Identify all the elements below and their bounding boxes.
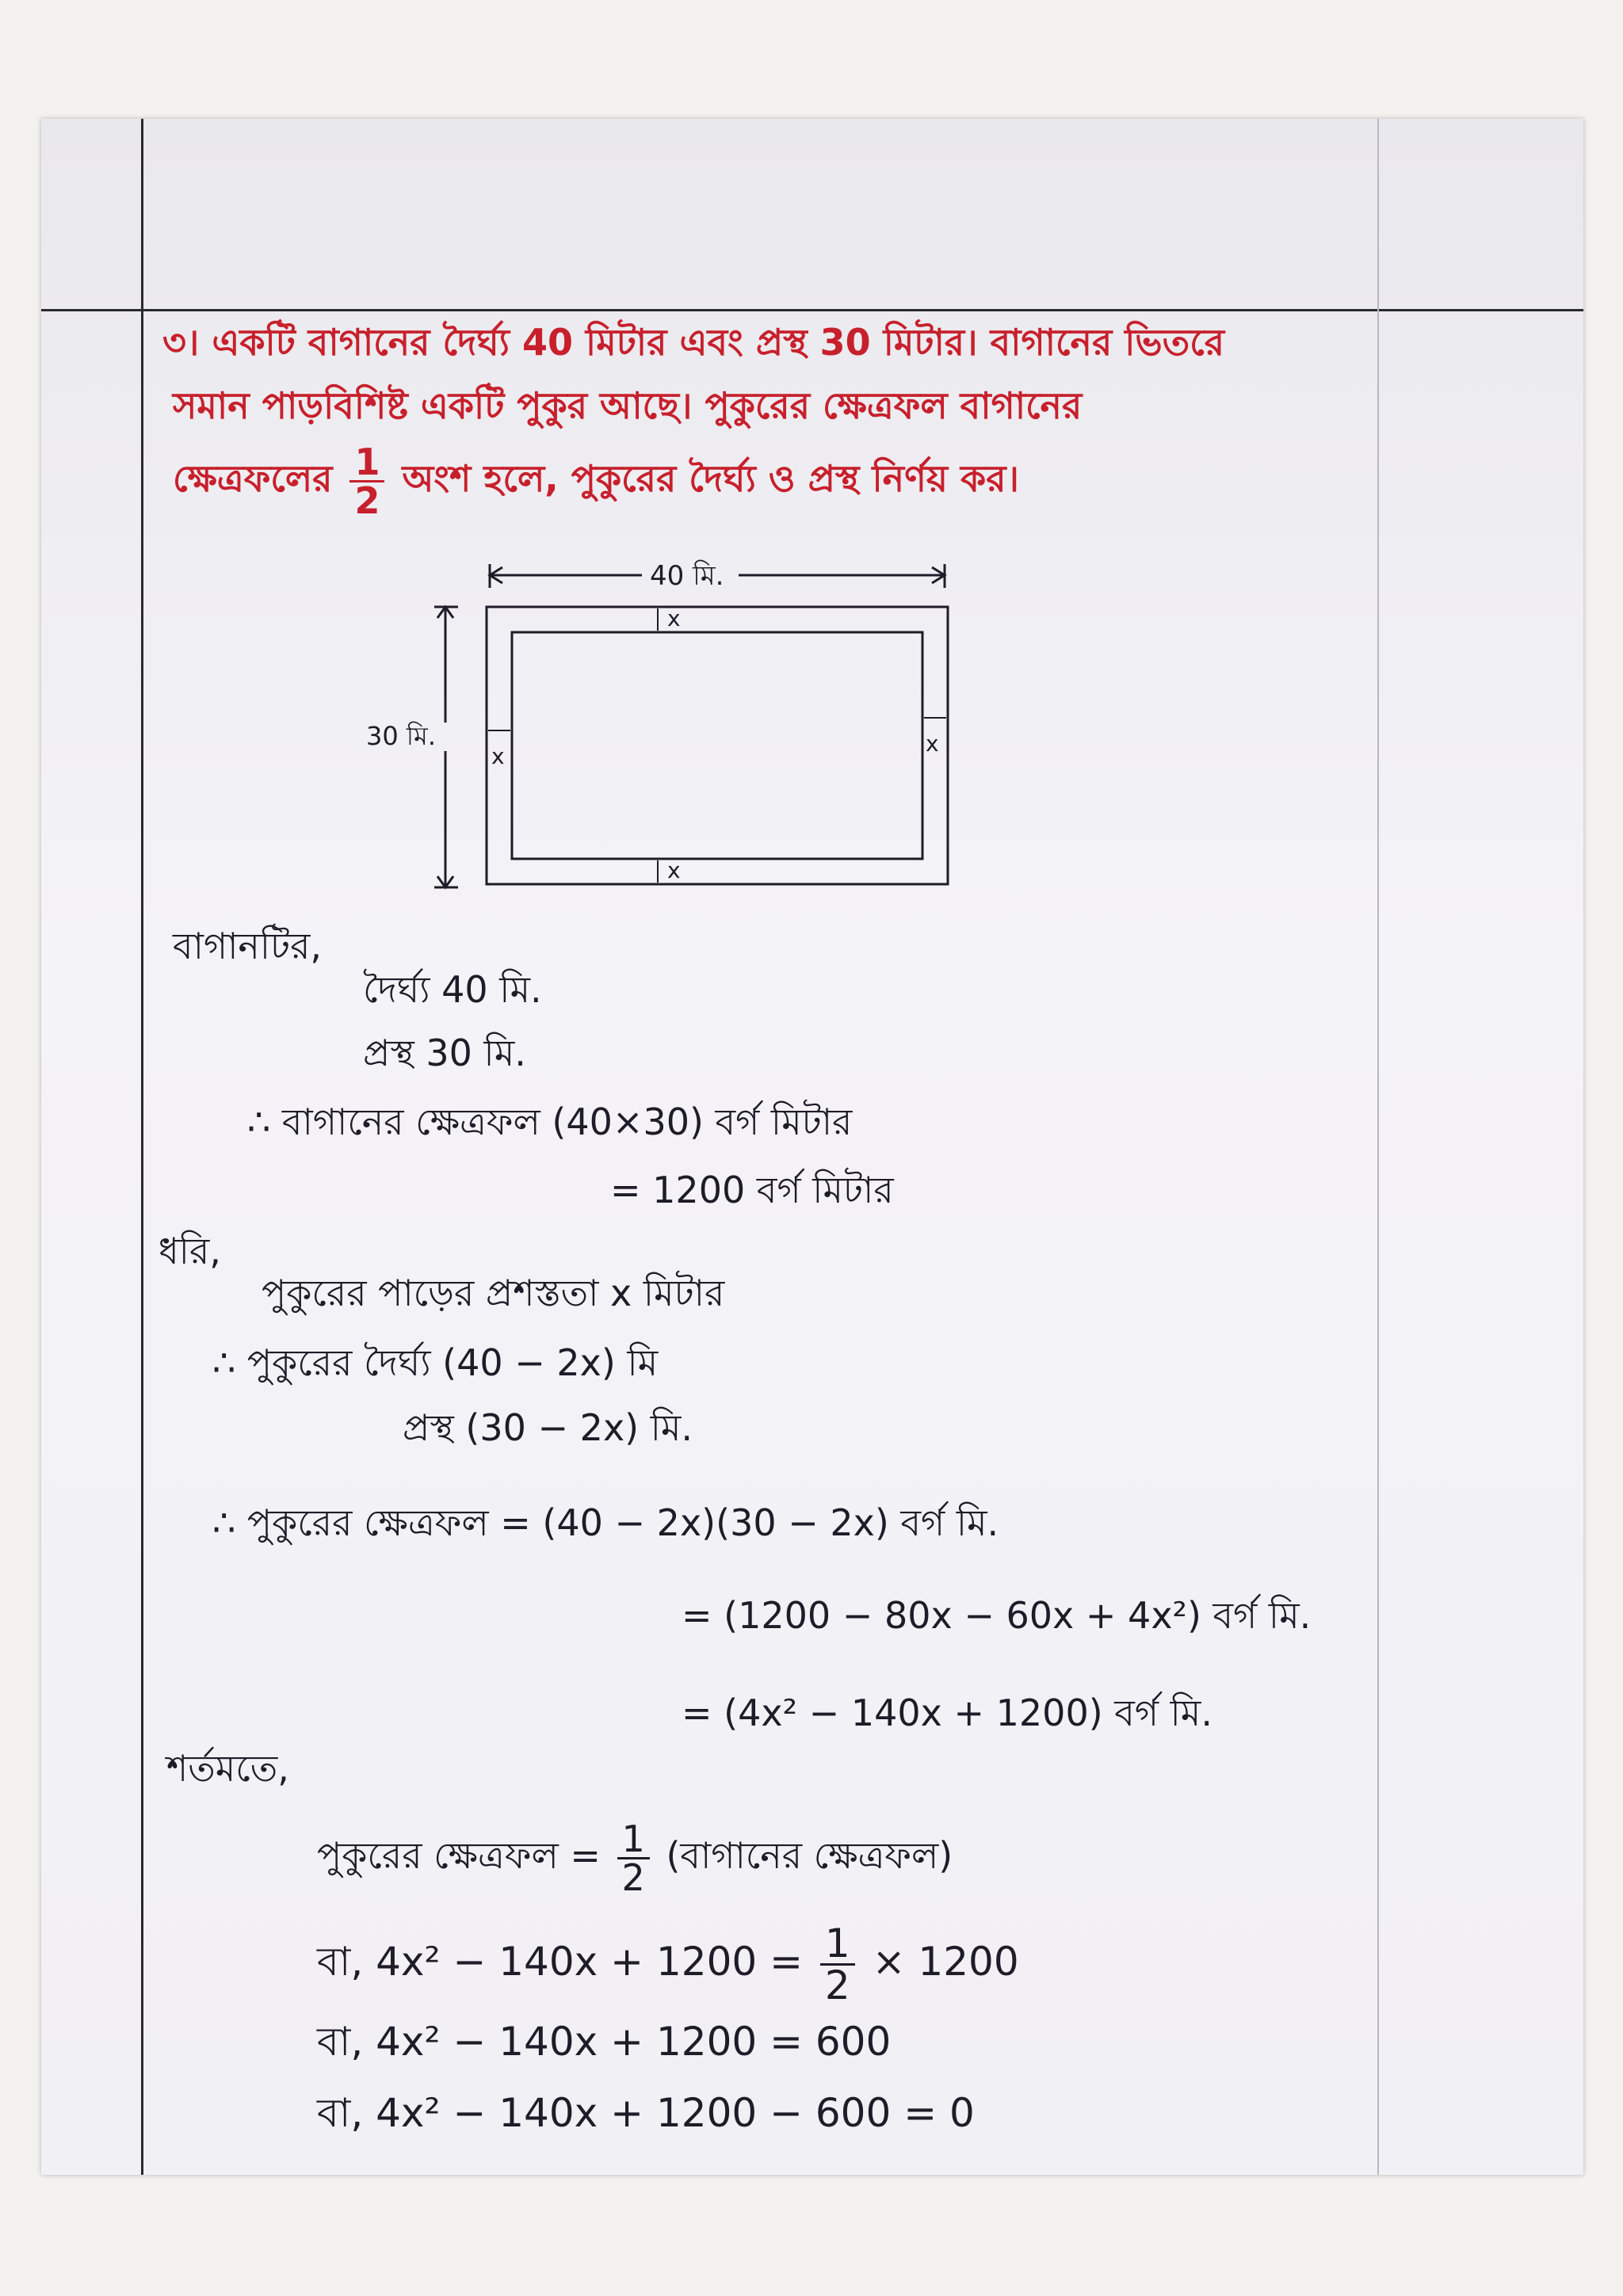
margin-line (141, 119, 143, 2175)
condition-fraction-denominator: 2 (621, 1856, 645, 1899)
condition-fraction (617, 1817, 650, 1899)
right-margin-line (1377, 119, 1379, 2175)
problem-line-3 (173, 441, 1019, 522)
condition-label: শর্তমতে, (166, 1747, 289, 1790)
suppose-label: ধরি, (158, 1230, 221, 1272)
condition-equation-end: (বাগানের ক্ষেত্রফল) (666, 1834, 953, 1877)
condition-equation-start: পুকুরের ক্ষেত্রফল = (317, 1834, 601, 1877)
garden-pond-diagram (366, 547, 983, 895)
step-1-equation (317, 1920, 1019, 2008)
pond-width-line: প্রস্থ (30 − 2x) মি. (403, 1406, 693, 1449)
condition-equation (317, 1817, 953, 1899)
pond-area-line-2: = (1200 − 80x − 60x + 4x²) বর্গ মি. (682, 1594, 1312, 1637)
width-label: 30 মি. (366, 721, 436, 751)
step-1-fraction (820, 1920, 855, 2008)
garden-outline (487, 607, 948, 884)
pond-area-line-1: ∴ পুকুরের ক্ষেত্রফল = (40 − 2x)(30 − 2x) বর্গ মি. (212, 1501, 999, 1544)
problem-line-3-start: ক্ষেত্রফলের (173, 457, 333, 500)
gap-left-label: x (491, 743, 505, 769)
bank-width-line: পুকুরের পাড়ের প্রশস্ততা x মিটার (262, 1272, 725, 1314)
garden-intro: বাগানটির, (173, 925, 323, 967)
step-3-equation: বা, 4x² − 140x + 1200 − 600 = 0 (317, 2090, 975, 2136)
garden-width: প্রস্থ 30 মি. (363, 1032, 526, 1074)
gap-top-label: x (667, 605, 681, 631)
problem-fraction (349, 441, 384, 522)
problem-fraction-numerator: 1 (349, 444, 384, 482)
garden-length: দৈর্ঘ্য 40 মি. (363, 968, 542, 1011)
garden-area-line-2: = 1200 বর্গ মিটার (610, 1169, 894, 1211)
step-2-equation: বা, 4x² − 140x + 1200 = 600 (317, 2019, 892, 2065)
problem-line-3-end: অংশ হলে, পুকুরের দৈর্ঘ্য ও প্রস্থ নির্ণয় কর। (402, 457, 1019, 500)
problem-fraction-denominator: 2 (354, 479, 380, 522)
garden-area-line-1: ∴ বাগানের ক্ষেত্রফল (40×30) বর্গ মিটার (247, 1100, 853, 1143)
step-1-fraction-denominator: 2 (824, 1962, 850, 2008)
gap-right-label: x (926, 730, 939, 757)
pond-area-line-3: = (4x² − 140x + 1200) বর্গ মি. (682, 1691, 1212, 1734)
length-label: 40 মি. (650, 560, 724, 592)
pond-outline (512, 632, 922, 859)
gap-bottom-label: x (667, 857, 681, 883)
step-1-fraction-numerator: 1 (820, 1924, 855, 1966)
step-1-end: × 1200 (872, 1939, 1019, 1985)
header-rule-line (41, 309, 1583, 311)
pond-length-line: ∴ পুকুরের দৈর্ঘ্য (40 − 2x) মি (212, 1341, 659, 1384)
step-1-start: বা, 4x² − 140x + 1200 = (317, 1939, 803, 1985)
condition-fraction-numerator: 1 (617, 1821, 650, 1859)
problem-line-2: সমান পাড়বিশিষ্ট একটি পুকুর আছে। পুকুরের ক্ষেত্রফল বাগানের (173, 384, 1083, 427)
problem-line-1: ৩। একটি বাগানের দৈর্ঘ্য 40 মিটার এবং প্রস্থ 30 মিটার। বাগানের ভিতরে (162, 321, 1224, 364)
